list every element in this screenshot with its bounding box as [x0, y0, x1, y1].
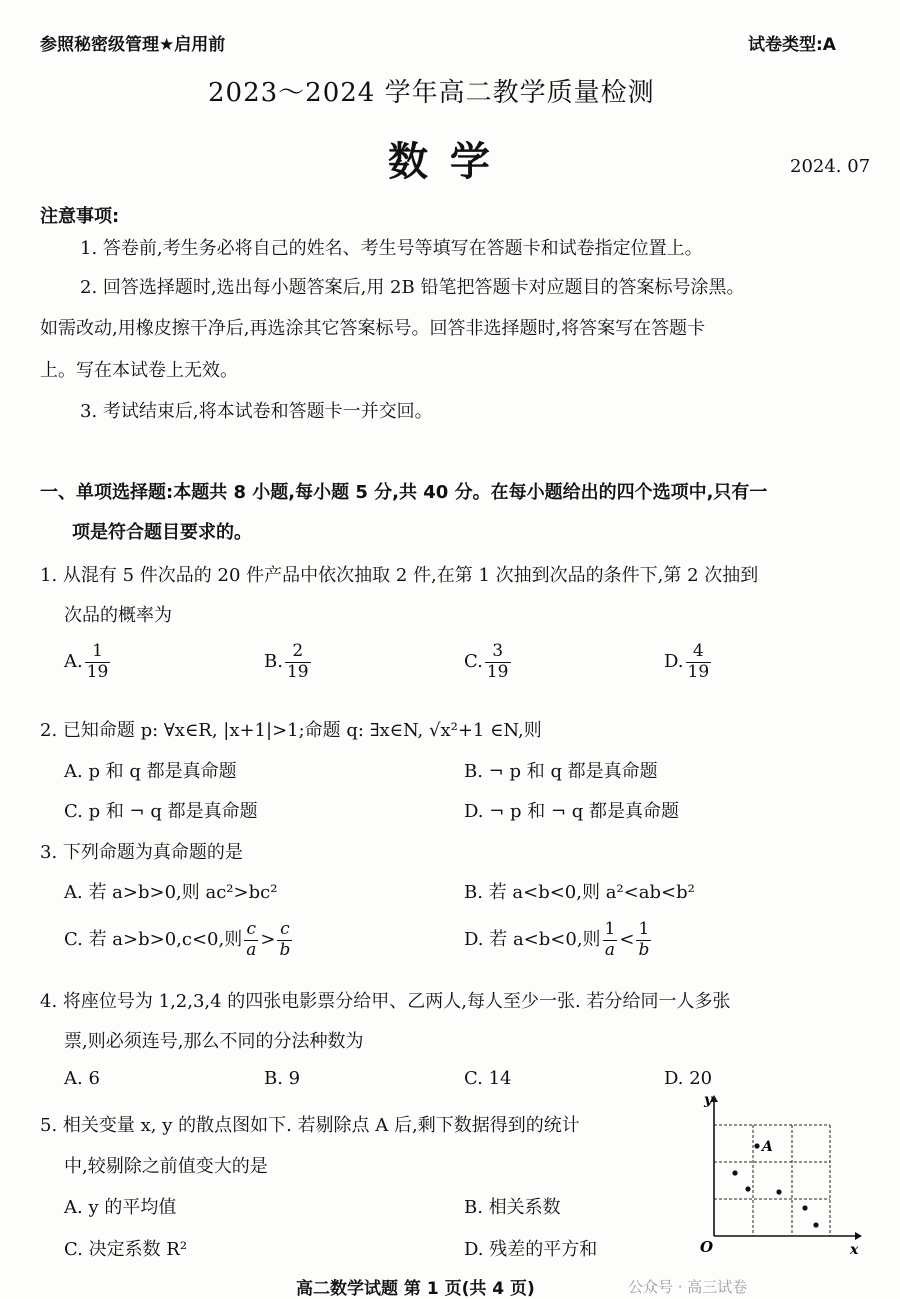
note-item-2-line-1: 2. 回答选择题时,选出每小题答案后,用 2B 铅笔把答题卡对应题目的答案标号涂黑。: [80, 277, 745, 298]
y-axis-label: y: [704, 1092, 713, 1108]
scatter-plot-figure: [690, 1088, 870, 1260]
point-a: [754, 1143, 759, 1148]
q5-stem-line-1: 5. 相关变量 x, y 的散点图如下. 若剔除点 A 后,剩下数据得到的统计: [40, 1115, 580, 1136]
x-axis-arrow: [855, 1232, 862, 1240]
subject-title: 数 学: [388, 139, 494, 185]
q4-stem-line-1: 4. 将座位号为 1,2,3,4 的四张电影票分给甲、乙两人,每人至少一张. 若分给同一人多张: [40, 991, 731, 1012]
q2-stem: 2. 已知命题 p: ∀x∈R, |x+1|>1;命题 q: ∃x∈N, √x²+1 ∈N,则: [40, 720, 542, 741]
q5-option-a: A. y 的平均值: [64, 1197, 177, 1218]
q1-stem-line-2: 次品的概率为: [64, 605, 172, 626]
confidentiality-label: 参照秘密级管理★启用前: [40, 35, 226, 55]
q4-option-a: A. 6: [64, 1068, 100, 1089]
q3-option-b: B. 若 a<b<0,则 a²<ab<b²: [464, 882, 695, 903]
q2-option-b: B. ¬ p 和 q 都是真命题: [464, 761, 658, 782]
q2-option-c: C. p 和 ¬ q 都是真命题: [64, 801, 258, 822]
q4-option-b: B. 9: [264, 1068, 301, 1089]
origin-label: O: [700, 1238, 714, 1256]
q3-stem: 3. 下列命题为真命题的是: [40, 842, 243, 863]
q3-option-a: A. 若 a>b>0,则 ac²>bc²: [64, 882, 278, 903]
q5-option-d: D. 残差的平方和: [464, 1239, 598, 1260]
note-item-1: 1. 答卷前,考生务必将自己的姓名、考生号等填写在答题卡和试卷指定位置上。: [80, 238, 703, 259]
q4-option-c: C. 14: [464, 1068, 512, 1089]
exam-title: 2023～2024 学年高二教学质量检测: [208, 78, 655, 108]
q3-option-d: D. 若 a<b<0,则 $\frac{1}{a}$ < $\frac{1}{b}$: [464, 919, 650, 960]
scatter-point: [776, 1189, 781, 1194]
section-1-heading-line-2: 项是符合题目要求的。: [72, 522, 252, 543]
q5-option-b: B. 相关系数: [464, 1197, 561, 1218]
q1-option-d: D. $\frac{4}{19}$: [664, 641, 710, 682]
q1-stem-line-1: 1. 从混有 5 件次品的 20 件产品中依次抽取 2 件,在第 1 次抽到次品的条件下,第 2 次抽到: [40, 565, 759, 586]
q4-option-d: D. 20: [664, 1068, 713, 1089]
scatter-point: [745, 1186, 750, 1191]
x-axis-label: x: [850, 1242, 859, 1258]
page-footer: 高二数学试题 第 1 页(共 4 页): [296, 1279, 535, 1299]
scatter-point: [802, 1205, 807, 1210]
scatter-point: [813, 1222, 818, 1227]
q3-option-c: C. 若 a>b>0,c<0,则 $\frac{c}{a}$ > $\frac{c}{b}$: [64, 919, 291, 960]
paper-type-label: 试卷类型:A: [748, 35, 836, 55]
note-item-2-line-2: 如需改动,用橡皮擦干净后,再选涂其它答案标号。回答非选择题时,将答案写在答题卡: [40, 318, 706, 339]
q4-stem-line-2: 票,则必须连号,那么不同的分法种数为: [64, 1031, 364, 1052]
q5-option-c: C. 决定系数 R²: [64, 1239, 188, 1260]
section-1-heading-line-1: 一、单项选择题:本题共 8 小题,每小题 5 分,共 40 分。在每小题给出的四个选项中,只有一: [40, 482, 768, 503]
point-a-label: A: [762, 1139, 773, 1155]
exam-date: 2024. 07: [790, 156, 871, 177]
q5-stem-line-2: 中,较剔除之前值变大的是: [64, 1156, 268, 1177]
note-item-2-line-3: 上。写在本试卷上无效。: [40, 360, 238, 381]
q1-option-a: A. $\frac{1}{19}$: [64, 641, 109, 682]
q2-option-a: A. p 和 q 都是真命题: [64, 761, 237, 782]
notes-heading: 注意事项:: [40, 206, 120, 227]
q2-option-d: D. ¬ p 和 ¬ q 都是真命题: [464, 801, 680, 822]
watermark-text: 公众号 · 高三试卷: [628, 1278, 748, 1296]
note-item-3: 3. 考试结束后,将本试卷和答题卡一并交回。: [80, 401, 433, 422]
q1-option-b: B. $\frac{2}{19}$: [264, 641, 309, 682]
scatter-point: [732, 1170, 737, 1175]
q1-option-c: C. $\frac{3}{19}$: [464, 641, 509, 682]
